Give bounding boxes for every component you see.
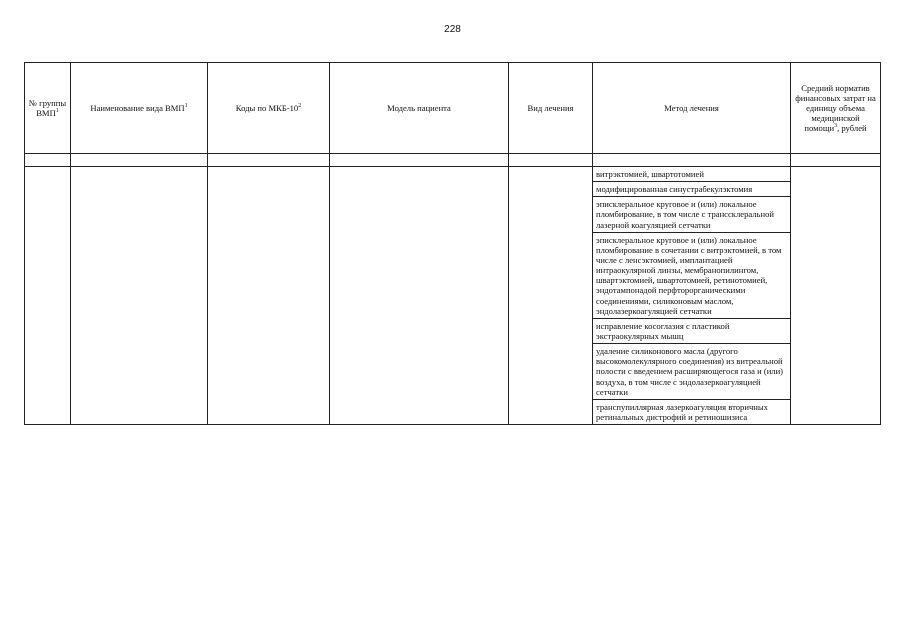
blank-cell — [71, 154, 208, 167]
cost-cell — [791, 167, 881, 425]
group-number-cell — [25, 167, 71, 425]
blank-cell — [593, 154, 791, 167]
patient-model-cell — [330, 167, 509, 425]
header-cost-standard: Средний норматив финансовых затрат на единицу объема медицинской помощи$^3$, рублей — [791, 63, 881, 154]
page-number: 228 — [444, 24, 461, 35]
method-cell: эписклеральное круговое и (или) локальное пломбирование в сочетании с витрэктомией, в том числе с ленсэктомией, имплантацией интраокулярной линзы, мембранопилингом, швартэктомией, швартотомией, ретинотомией, эндотампонадой перфторорганическими соединениями, силиконовым маслом, эндолазеркоагуляцией сетчатки — [593, 232, 791, 318]
blank-cell — [208, 154, 330, 167]
method-cell: эписклеральное круговое и (или) локальное пломбирование, в том числе с транссклеральной лазерной коагуляцией сетчатки — [593, 197, 791, 232]
treatment-type-cell — [509, 167, 593, 425]
vmp-name-cell — [71, 167, 208, 425]
header-row — [25, 63, 881, 154]
header-icd-codes: Коды по МКБ-$10^2$ — [208, 63, 330, 154]
blank-row — [25, 154, 881, 167]
method-cell: витрэктомией, швартотомией — [593, 167, 791, 182]
vmp-table — [24, 62, 881, 425]
method-cell: удаление силиконового масла (другого высокомолекулярного соединения) из витреальной полости с введением расширяющегося газа и (или) воздуха, в том числе с эндолазеркоагуляцией сетчатки — [593, 344, 791, 400]
blank-cell — [791, 154, 881, 167]
blank-cell — [330, 154, 509, 167]
method-cell: модифицированная синустрабекулэктомия — [593, 182, 791, 197]
table-row — [25, 167, 881, 182]
icd-codes-cell — [208, 167, 330, 425]
method-cell: транспупиллярная лазеркоагуляция вторичных ретинальных дистрофий и ретиношизиса — [593, 399, 791, 424]
blank-cell — [509, 154, 593, 167]
method-cell: исправление косоглазия с пластикой экстраокулярных мышц — [593, 318, 791, 343]
header-vmp-name: Наименование вида ВМП$^1$ — [71, 63, 208, 154]
header-patient-model: Модель пациента — [330, 63, 509, 154]
header-treatment-method: Метод лечения — [593, 63, 791, 154]
header-treatment-type: Вид лечения — [509, 63, 593, 154]
blank-cell — [25, 154, 71, 167]
header-group-number: № группы ВМП$^1$ — [25, 63, 71, 154]
